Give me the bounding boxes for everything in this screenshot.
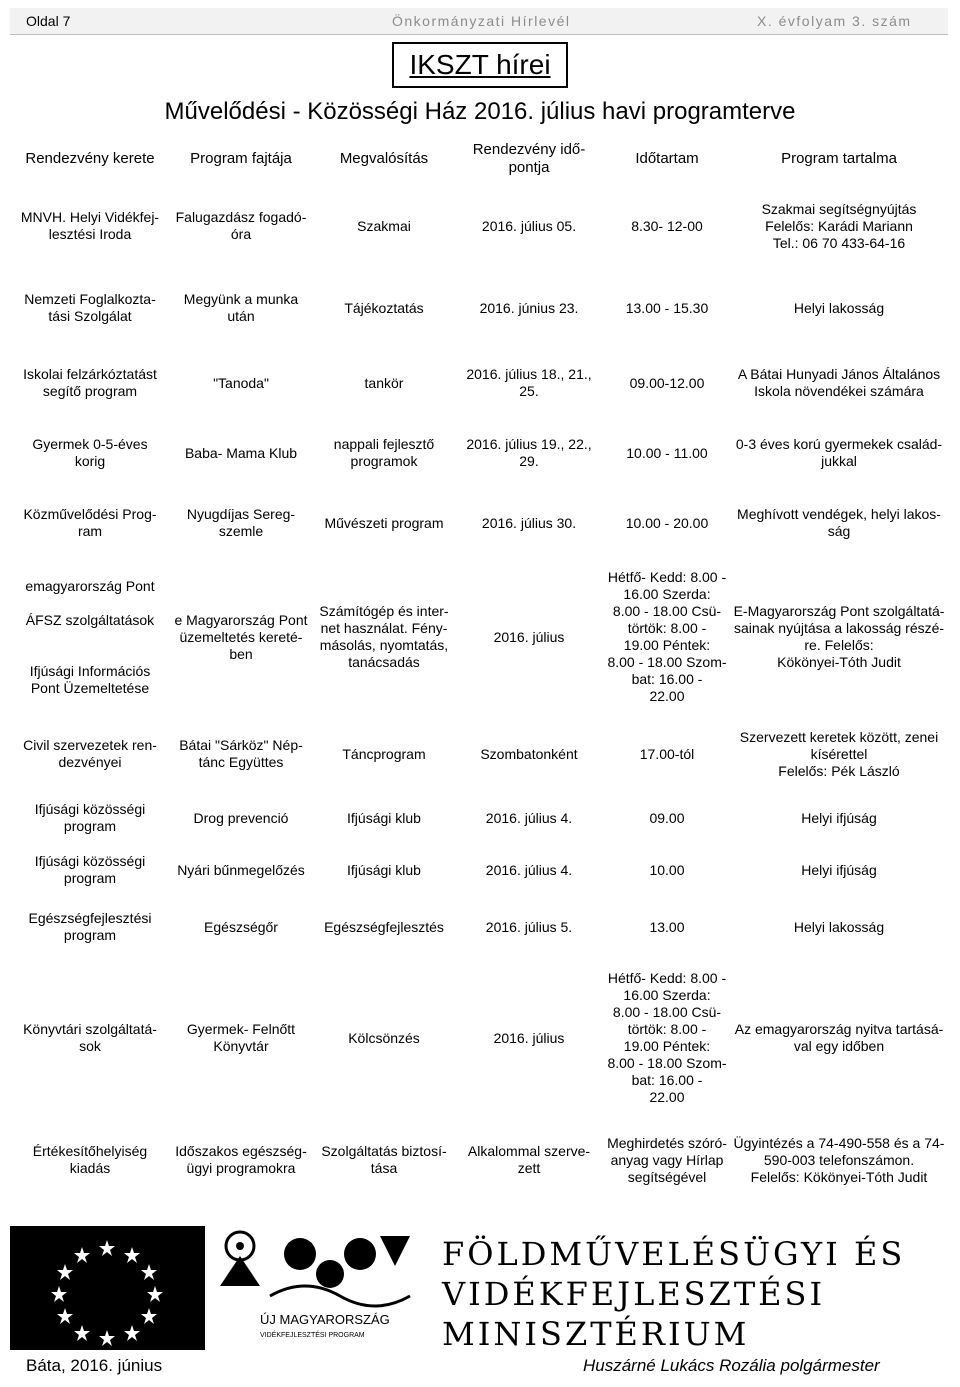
table-cell: Hétfő- Kedd: 8.00 - 16.00 Szerda: 8.00 - 18.00 Csü- törtök: 8.00 - 19.00 Péntek: 8.00 - 18.00 Szom- bat: 16.00 - 22.00 (607, 970, 727, 1105)
uj-magyarorszag-logo (210, 1226, 450, 1354)
table-cell: Értékesítőhelyiség kiadás (32, 1143, 148, 1176)
table-cell: 8.30- 12-00 (631, 217, 703, 234)
table-row (12, 488, 948, 558)
table-row (12, 184, 948, 268)
table-cell: 2016. július 19., 22., 29. (466, 436, 592, 469)
column-header: Program tartalma (781, 150, 897, 167)
table-cell: 13.00 - 15.30 (625, 299, 709, 316)
table-cell: Hétfő- Kedd: 8.00 - 16.00 Szerda: 8.00 - 18.00 Csü- törtök: 8.00 - 19.00 Péntek: 8.00 - 18.00 Szom- bat: 16.00 - 22.00 (607, 569, 727, 704)
ministry-line-2: VIDÉKFEJLESZTÉSI (442, 1275, 826, 1313)
column-header: Megvalósítás (339, 150, 429, 167)
page-number: Oldal 7 (26, 13, 71, 29)
table-cell: Szakmai segítségnyújtás Felelős: Karádi Mariann Tel.: 06 70 433-64-16 (761, 200, 917, 251)
table-cell: Számítógép és inter- net használat. Fény- másolás, nyomtatás, tanácsadás (319, 603, 449, 670)
table-cell: Helyi lakosság (793, 299, 885, 316)
table-cell: 2016. július 4. (485, 861, 573, 878)
table-cell: MNVH. Helyi Vidékfej- lesztési Iroda (20, 209, 160, 242)
table-cell: 09.00-12.00 (629, 374, 705, 391)
table-cell: Közművelődési Prog- ram (23, 506, 157, 539)
table-cell: 0-3 éves korú gyermekek család- jukkal (735, 436, 943, 469)
table-cell: Az emagyarország nyitva tartásá- val egy időben (734, 1021, 944, 1054)
table-cell: tankör (364, 374, 404, 391)
table-cell: Nyári bűnmegelőzés (177, 861, 305, 878)
table-cell: Falugazdász fogadó- óra (175, 209, 307, 242)
table-cell: Szakmai (357, 217, 411, 234)
table-cell: Meghívott vendégek, helyi lakos- ság (737, 506, 941, 539)
table-cell: Nemzeti Foglalkozta- tási Szolgálat (24, 291, 156, 324)
table-cell: 13.00 (649, 918, 685, 935)
table-row (12, 958, 948, 1118)
program-years: 2007–2013 (328, 1345, 364, 1352)
table-cell: Baba- Mama Klub (184, 444, 298, 461)
table-cell: Ifjúsági klub (347, 861, 421, 878)
table-cell: A Bátai Hunyadi János Általános Iskola növendékei számára (737, 366, 941, 399)
table-cell: Szervezett keretek között, zenei kísérettel Felelős: Pék László (739, 728, 939, 779)
table-cell: Ifjúsági közösségi program (34, 853, 146, 886)
table-cell: 2016. július 5. (485, 918, 573, 935)
table-cell: 2016. július (493, 628, 565, 645)
table-cell: Könyvtári szolgáltatá- sok (23, 1021, 157, 1054)
column-header: Program fajtája (190, 150, 292, 167)
table-row (12, 792, 948, 844)
column-header: Időtartam (635, 150, 699, 167)
program-emblem (210, 1226, 450, 1354)
table-cell: Alkalommal szerve- zett (467, 1143, 591, 1176)
table-cell: Helyi lakosság (793, 918, 885, 935)
table-cell: 09.00 (649, 809, 685, 826)
table-cell: nappali fejlesztő programok (333, 436, 435, 469)
program-subtitle-line: VIDÉKFEJLESZTÉSI PROGRAM (260, 1332, 365, 1339)
table-cell: 17.00-tól (639, 745, 695, 762)
table-cell: Bátai "Sárköz" Nép- tánc Együttes (179, 737, 303, 770)
table-cell: E-Magyarország Pont szolgáltatá- sainak nyújtása a lakosság részé- re. Felelős: Kökönyei-Tóth Judit (733, 603, 945, 670)
footer-logos (10, 1226, 950, 1356)
table-cell: 2016. július 30. (481, 514, 577, 531)
page-title: Művelődési - Közösségi Ház 2016. július havi programterve (164, 98, 796, 125)
table-cell: 2016. július (493, 1029, 565, 1046)
table-cell: Civil szervezetek ren- dezvényei (23, 737, 157, 770)
table-cell: Helyi ifjúság (801, 861, 877, 878)
table-cell: Nyugdíjas Sereg- szemle (186, 506, 296, 539)
table-cell: Táncprogram (342, 745, 426, 762)
table-cell: 2016. július 4. (485, 809, 573, 826)
table-cell: Gyermek 0-5-éves korig (32, 436, 148, 469)
table-cell: Megyünk a munka után (183, 291, 299, 324)
table-cell: Kölcsönzés (348, 1029, 420, 1046)
table-cell: Gyermek- Felnőtt Könyvtár (186, 1021, 296, 1054)
table-cell: Ifjúsági közösségi program (34, 801, 146, 834)
table-cell: Iskolai felzárkóztatást segítő program (23, 366, 157, 399)
table-row (12, 716, 948, 792)
table-cell: Szombatonként (480, 745, 578, 762)
eu-flag-logo (10, 1226, 205, 1350)
place-date: Báta, 2016. június (26, 1356, 163, 1375)
table-cell: "Tanoda" (213, 374, 269, 391)
table-cell: Tájékoztatás (344, 299, 424, 316)
table-cell: Időszakos egészség- ügyi programokra (175, 1143, 307, 1176)
table-row (12, 844, 948, 896)
table-cell: e Magyarország Pont üzemeltetés kereté- ben (174, 611, 308, 662)
table-cell: Ifjúsági klub (347, 809, 421, 826)
section-banner: IKSZT hírei (392, 42, 568, 88)
table-row (12, 268, 948, 348)
table-cell: 2016. június 23. (479, 299, 579, 316)
newsletter-name: Önkormányzati Hírlevél (392, 13, 571, 29)
table-row (12, 348, 948, 418)
table-cell: emagyarország Pont ÁFSZ szolgáltatások Ifjúsági Információs Pont Üzemeltetése (25, 577, 155, 696)
table-cell: Drog prevenció (193, 809, 289, 826)
program-name-line: ÚJ MAGYARORSZÁG (260, 1312, 390, 1327)
table-header-row (12, 134, 948, 184)
column-header: Rendezvény kerete (25, 150, 155, 167)
table-row (12, 896, 948, 958)
program-table (12, 134, 948, 1202)
ministry-logo-text (442, 1234, 960, 1354)
table-row (12, 1118, 948, 1202)
table-row (12, 418, 948, 488)
table-cell: Helyi ifjúság (801, 809, 877, 826)
table-row (12, 558, 948, 716)
table-cell: Egészségőr (204, 918, 278, 935)
signature: Huszárné Lukács Rozália polgármester (583, 1356, 880, 1375)
page-header (10, 8, 948, 35)
table-cell: Meghirdetés szóró- anyag vagy Hírlap segítségével (607, 1134, 727, 1185)
table-cell: Egészségfejlesztési program (28, 910, 152, 943)
table-cell: Szolgáltatás biztosí- tása (321, 1143, 447, 1176)
table-cell: Művészeti program (324, 514, 444, 531)
column-header: Rendezvény idő- pontja (472, 141, 586, 176)
table-cell: 10.00 (649, 861, 685, 878)
table-cell: 10.00 - 20.00 (625, 514, 709, 531)
table-cell: 2016. július 18., 21., 25. (466, 366, 592, 399)
table-cell: 10.00 - 11.00 (626, 444, 708, 461)
volume-number: X. évfolyam 3. szám (757, 13, 912, 29)
table-cell: Egészségfejlesztés (324, 918, 444, 935)
ministry-line-1: FÖLDMŰVELÉSÜGYI ÉS (442, 1235, 906, 1273)
ministry-line-3: MINISZTÉRIUM (442, 1315, 750, 1353)
table-cell: 2016. július 05. (481, 217, 577, 234)
table-cell: Ügyintézés a 74-490-558 és a 74- 590-003 telefonszámon. Felelős: Kökönyei-Tóth Judit (733, 1134, 945, 1185)
